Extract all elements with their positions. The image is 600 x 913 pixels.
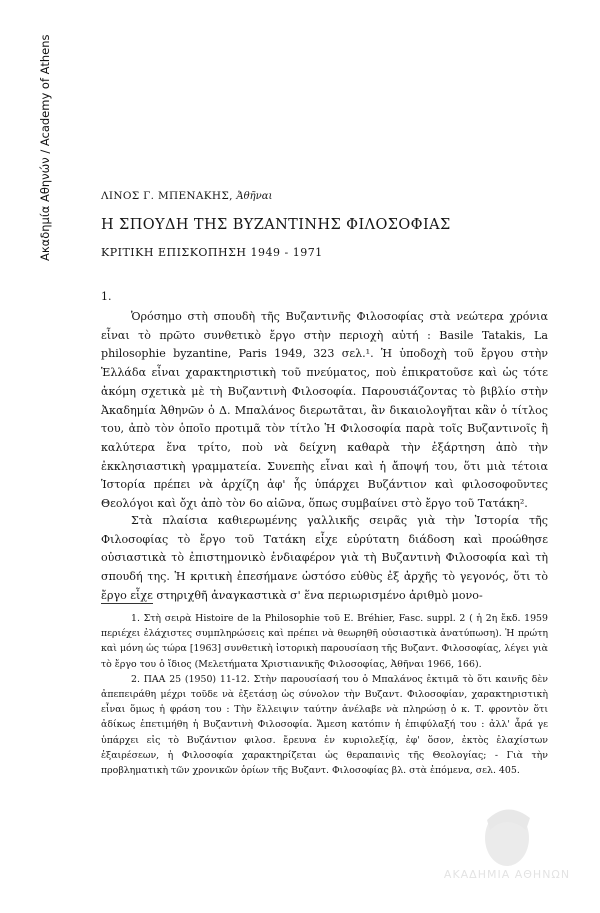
body-paragraph-1 bbox=[101, 308, 548, 514]
author-place: Ἀθῆναι bbox=[236, 191, 273, 202]
academy-watermark bbox=[432, 800, 582, 890]
body-paragraph-2 bbox=[101, 512, 548, 606]
footnote-1: 1. Στὴ σειρὰ Histoire de la Philosophie τοῦ E. Bréhier, Fasc. suppl. 2 ( ἡ 2η ἔκδ. 1959 περιέχει ἐλάχιστες συμπληρώσεις καὶ πρέπει νὰ θεωρηθῆ οὐσιαστικὰ ἀνατύπωση). Ἡ πρώτη καὶ μόνη ὡς τώρα [1963] συνθετικὴ ἱστορικὴ παρουσίαση τῆς Βυζαντ. Φιλοσοφίας, λέγει γιὰ τὸ ἔργο του ὁ ἴδιος (Μελετήματα Χριστιανικῆς Φιλοσοφίας, Ἀθῆναι 1966, 166). bbox=[101, 613, 548, 670]
paragraph-text: Ὁρόσημο στὴ σπουδὴ τῆς Βυζαντινῆς Φιλοσοφίας στὰ νεώτερα χρόνια εἶναι τὸ πρῶτο συνθετικὸ ἔργο στὴν περιοχὴ αὐτή : Basile Tatakis, La philosophie byzantine, Paris 1949, 323 σελ.¹. Ἡ ὑποδοχὴ τοῦ ἔργου στὴν Ἑλλάδα εἶναι χαρακτηριστικὴ τοῦ πνεύματος, ποὺ ἐπικρατοῦσε καὶ ὡς τότε ἀκόμη σχετικὰ μὲ τὴ Βυζαντινὴ Φιλοσοφία. Παρουσιάζοντας τὸ βιβλίο στὴν Ἀκαδημία Ἀθηνῶν ὁ Δ. Μπαλάνος διερωτᾶται, ἂν δικαιολογῆται κἂν ὁ τίτλος του, ἀπὸ τὸν ὁποῖο προτιμᾶ τὸν τίτλο Ἡ Φιλοσοφία παρὰ τοῖς Βυζαντινοῖς ἢ καλύτερα ἕνα τρίτο, ποὺ νὰ δείχνη καθαρὰ τὴν ἐξάρτηση ἀπὸ τὴν ἐκκλησιαστικὴ γραμματεία. Συνεπὴς εἶναι καὶ ἡ ἄποψή του, ὅτι μιὰ τέτοια Ἱστορία πρέπει νὰ ἀρχίζη ἀφ' ἧς ὑπάρχει Βυζάντιον καὶ φιλοσοφοῦντες Θεολόγοι καὶ ὄχι ἀπὸ τὸν 6ο αἰῶνα, ὅπως συμβαίνει στὸ ἔργο τοῦ Τατάκη². bbox=[101, 310, 548, 511]
footnote-2: 2. ΠΑΑ 25 (1950) 11-12. Στὴν παρουσίασή του ὁ Μπαλάνος ἐκτιμᾶ τὸ ὅτι καινῆς δὲν ἀπεπειράθη μέχρι τοῦδε νὰ ἐξετάσῃ ὡς σύνολον τὴν Βυζαντ. Φιλοσοφίαν, χαρακτηριστικὴ εἶναι ὅμως ἡ φράση του : Τὴν ἔλλειψιν ταύτην ἀνέλαβε νὰ πληρώσῃ ὁ κ. Τ. φροντὸν ὅτι ἀδίκως ἐπετιμήθη ἡ Βυζαντινὴ Φιλοσοφία. Ἄμεση κατόπιν ἡ ἐπιφύλαξή του : ἀλλ' ἆρά γε ὑπάρχει εἰς τὸ Βυζάντιον φιλοσ. ἔρευνα ἐν κυριολεξίᾳ, ἐφ' ὅσον, ἐκτὸς ἐλαχίστων ἐξαιρέσεων, ἡ Φιλοσοφία χαρακτηρίζεται ὡς θεραπαινὶς τῆς Θεολογίας; - Γιὰ τὴν προβληματικὴ τῶν χρονικῶν ὁρίων τῆς Βυζαντ. Φιλοσοφίας βλ. στὰ ἑπόμενα, σελ. 405. bbox=[101, 673, 548, 777]
section-number: 1. bbox=[101, 290, 112, 303]
article-subtitle: ΚΡΙΤΙΚΗ ΕΠΙΣΚΟΠΗΣΗ 1949 - 1971 bbox=[101, 246, 323, 259]
author-name: ΛΙΝΟΣ Γ. ΜΠΕΝΑΚΗΣ, bbox=[101, 190, 233, 202]
watermark-text: ΑΚΑΔΗΜΙΑ ΑΘΗΝΩΝ bbox=[443, 868, 571, 881]
footnotes bbox=[101, 611, 548, 778]
footnote-divider bbox=[101, 603, 153, 604]
paragraph-text: Στὰ πλαίσια καθιερωμένης γαλλικῆς σειρᾶς γιὰ τὴν Ἱστορία τῆς Φιλοσοφίας τὸ ἔργο τοῦ Τατάκη εἶχε εὐρύτατη διάδοση καὶ προώθησε οὐσιαστικὰ τὸ ἐπιστημονικὸ ἐνδιαφέρον γιὰ τὴ Βυζαντινὴ Φιλοσοφία καὶ τὴ σπουδή της. Ἡ κριτικὴ ἐπεσήμανε ὡστόσο εὐθὺς ἐξ ἀρχῆς τὸ γεγονός, ὅτι τὸ ἔργο εἶχε στηριχθῆ ἀναγκαστικὰ σ' ἕνα περιωρισμένο ἀριθμὸ μονο- bbox=[101, 514, 548, 602]
article-title: Η ΣΠΟΥΔΗ ΤΗΣ ΒΥΖΑΝΤΙΝΗΣ ΦΙΛΟΣΟΦΙΑΣ bbox=[101, 217, 451, 233]
archive-side-label: Ακαδημία Αθηνών / Academy of Athens bbox=[38, 34, 52, 261]
athena-head-icon bbox=[432, 800, 582, 870]
author-line bbox=[101, 190, 272, 202]
